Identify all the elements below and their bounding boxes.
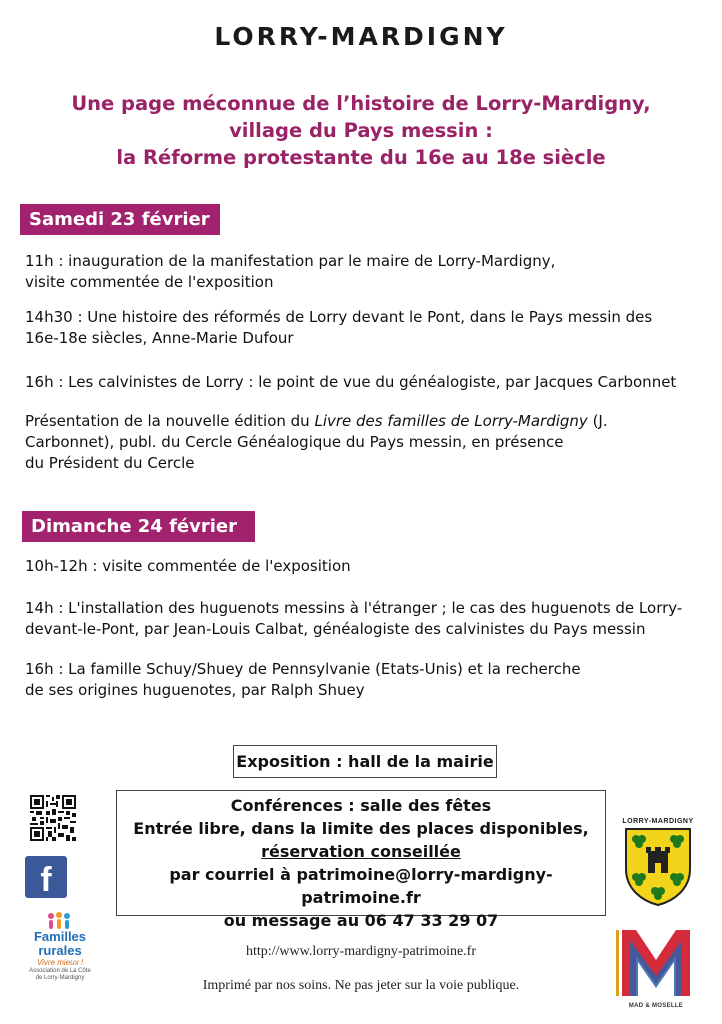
conferences-box xyxy=(116,790,606,930)
day2-item-2 xyxy=(25,598,715,640)
rurales-word: rurales xyxy=(38,943,82,958)
lorry-mardigny-crest xyxy=(622,818,694,910)
facebook-icon[interactable]: f xyxy=(25,856,67,898)
day2-item-3-line-2: de ses origines huguenotes, par Ralph Shuey xyxy=(25,681,365,699)
conf-line-2: Entrée libre, dans la limite des places disponibles, xyxy=(133,819,589,838)
day2-item-2-line-2: devant-le-Pont, par Jean-Louis Calbat, généalogiste des calvinistes du Pays messin xyxy=(25,620,646,638)
day1-item-2-line-1: 14h30 : Une histoire des réformés de Lorry devant le Pont, dans le Pays messin des xyxy=(25,308,653,326)
subtitle-line-3: la Réforme protestante du 16e au 18e siècle xyxy=(116,146,606,169)
coat-of-arms-icon xyxy=(622,825,694,907)
book-title: Livre des familles de Lorry-Mardigny xyxy=(314,412,588,430)
subtitle-line-1: Une page méconnue de l’histoire de Lorry-Mardigny, xyxy=(71,92,651,115)
day1-item-4-line-3: du Président du Cercle xyxy=(25,454,195,472)
printed-notice: Imprimé par nos soins. Ne pas jeter sur la voie publique. xyxy=(202,978,520,993)
day2-item-2-line-1: 14h : L'installation des huguenots messins à l'étranger ; le cas des huguenots de Lorry- xyxy=(25,599,683,617)
day1-item-3 xyxy=(25,372,715,393)
day2-item-1 xyxy=(25,556,705,577)
day1-item-3-line-1: 16h : Les calvinistes de Lorry : le point de vue du généalogiste, par Jacques Carbonnet xyxy=(25,373,677,391)
mad-moselle-caption: MAD & MOSELLE xyxy=(628,1003,684,1009)
day2-item-1-line-1: 10h-12h : visite commentée de l'exposition xyxy=(25,557,351,575)
day1-item-1 xyxy=(25,251,705,293)
subtitle-line-2: village du Pays messin : xyxy=(229,119,493,142)
day1-item-2 xyxy=(25,307,715,349)
day1-item-1-line-1: 11h : inauguration de la manifestation par le maire de Lorry-Mardigny, xyxy=(25,252,556,270)
day1-item-4-line-1 xyxy=(25,411,705,432)
day1-item-4-post: (J. xyxy=(587,412,608,430)
conf-line-3: réservation conseillée xyxy=(261,842,461,861)
mad-moselle-logo xyxy=(616,926,696,1008)
day2-item-3 xyxy=(25,659,705,701)
crest-caption: LORRY-MARDIGNY xyxy=(622,818,694,825)
qr-code-icon[interactable] xyxy=(30,795,76,841)
familles-tagline: Vivre mieux ! xyxy=(36,958,84,967)
day1-item-4-line-2: Carbonnet), publ. du Cercle Généalogique du Pays messin, en présence xyxy=(25,433,564,451)
conf-phone-line: ou message au 06 47 33 29 07 xyxy=(223,911,499,930)
page-title: LORRY-MARDIGNY xyxy=(214,22,508,51)
familles-figures-icon xyxy=(44,912,74,930)
conf-email-line[interactable]: par courriel à patrimoine@lorry-mardigny-patrimoine.fr xyxy=(169,865,553,907)
day1-item-4 xyxy=(25,411,705,474)
day2-heading: Dimanche 24 février xyxy=(22,511,255,542)
website-link[interactable]: http://www.lorry-mardigny-patrimoine.fr xyxy=(245,944,477,959)
conf-line-1: Conférences : salle des fêtes xyxy=(230,796,492,815)
familles-assoc-line-2: de Lorry-Mardigny xyxy=(35,975,85,981)
day2-item-3-line-1: 16h : La famille Schuy/Shuey de Pennsylvanie (Etats-Unis) et la recherche xyxy=(25,660,581,678)
exposition-box: Exposition : hall de la mairie xyxy=(233,745,497,778)
day1-item-1-line-2: visite commentée de l'exposition xyxy=(25,273,274,291)
familles-word: Familles xyxy=(33,929,87,944)
day1-item-4-pre: Présentation de la nouvelle édition du xyxy=(25,412,315,430)
day1-heading: Samedi 23 février xyxy=(20,204,220,235)
familles-assoc-line-1: Association de La Côte xyxy=(29,968,91,974)
day1-item-2-line-2: 16e-18e siècles, Anne-Marie Dufour xyxy=(25,329,294,347)
event-subtitle xyxy=(0,90,722,171)
